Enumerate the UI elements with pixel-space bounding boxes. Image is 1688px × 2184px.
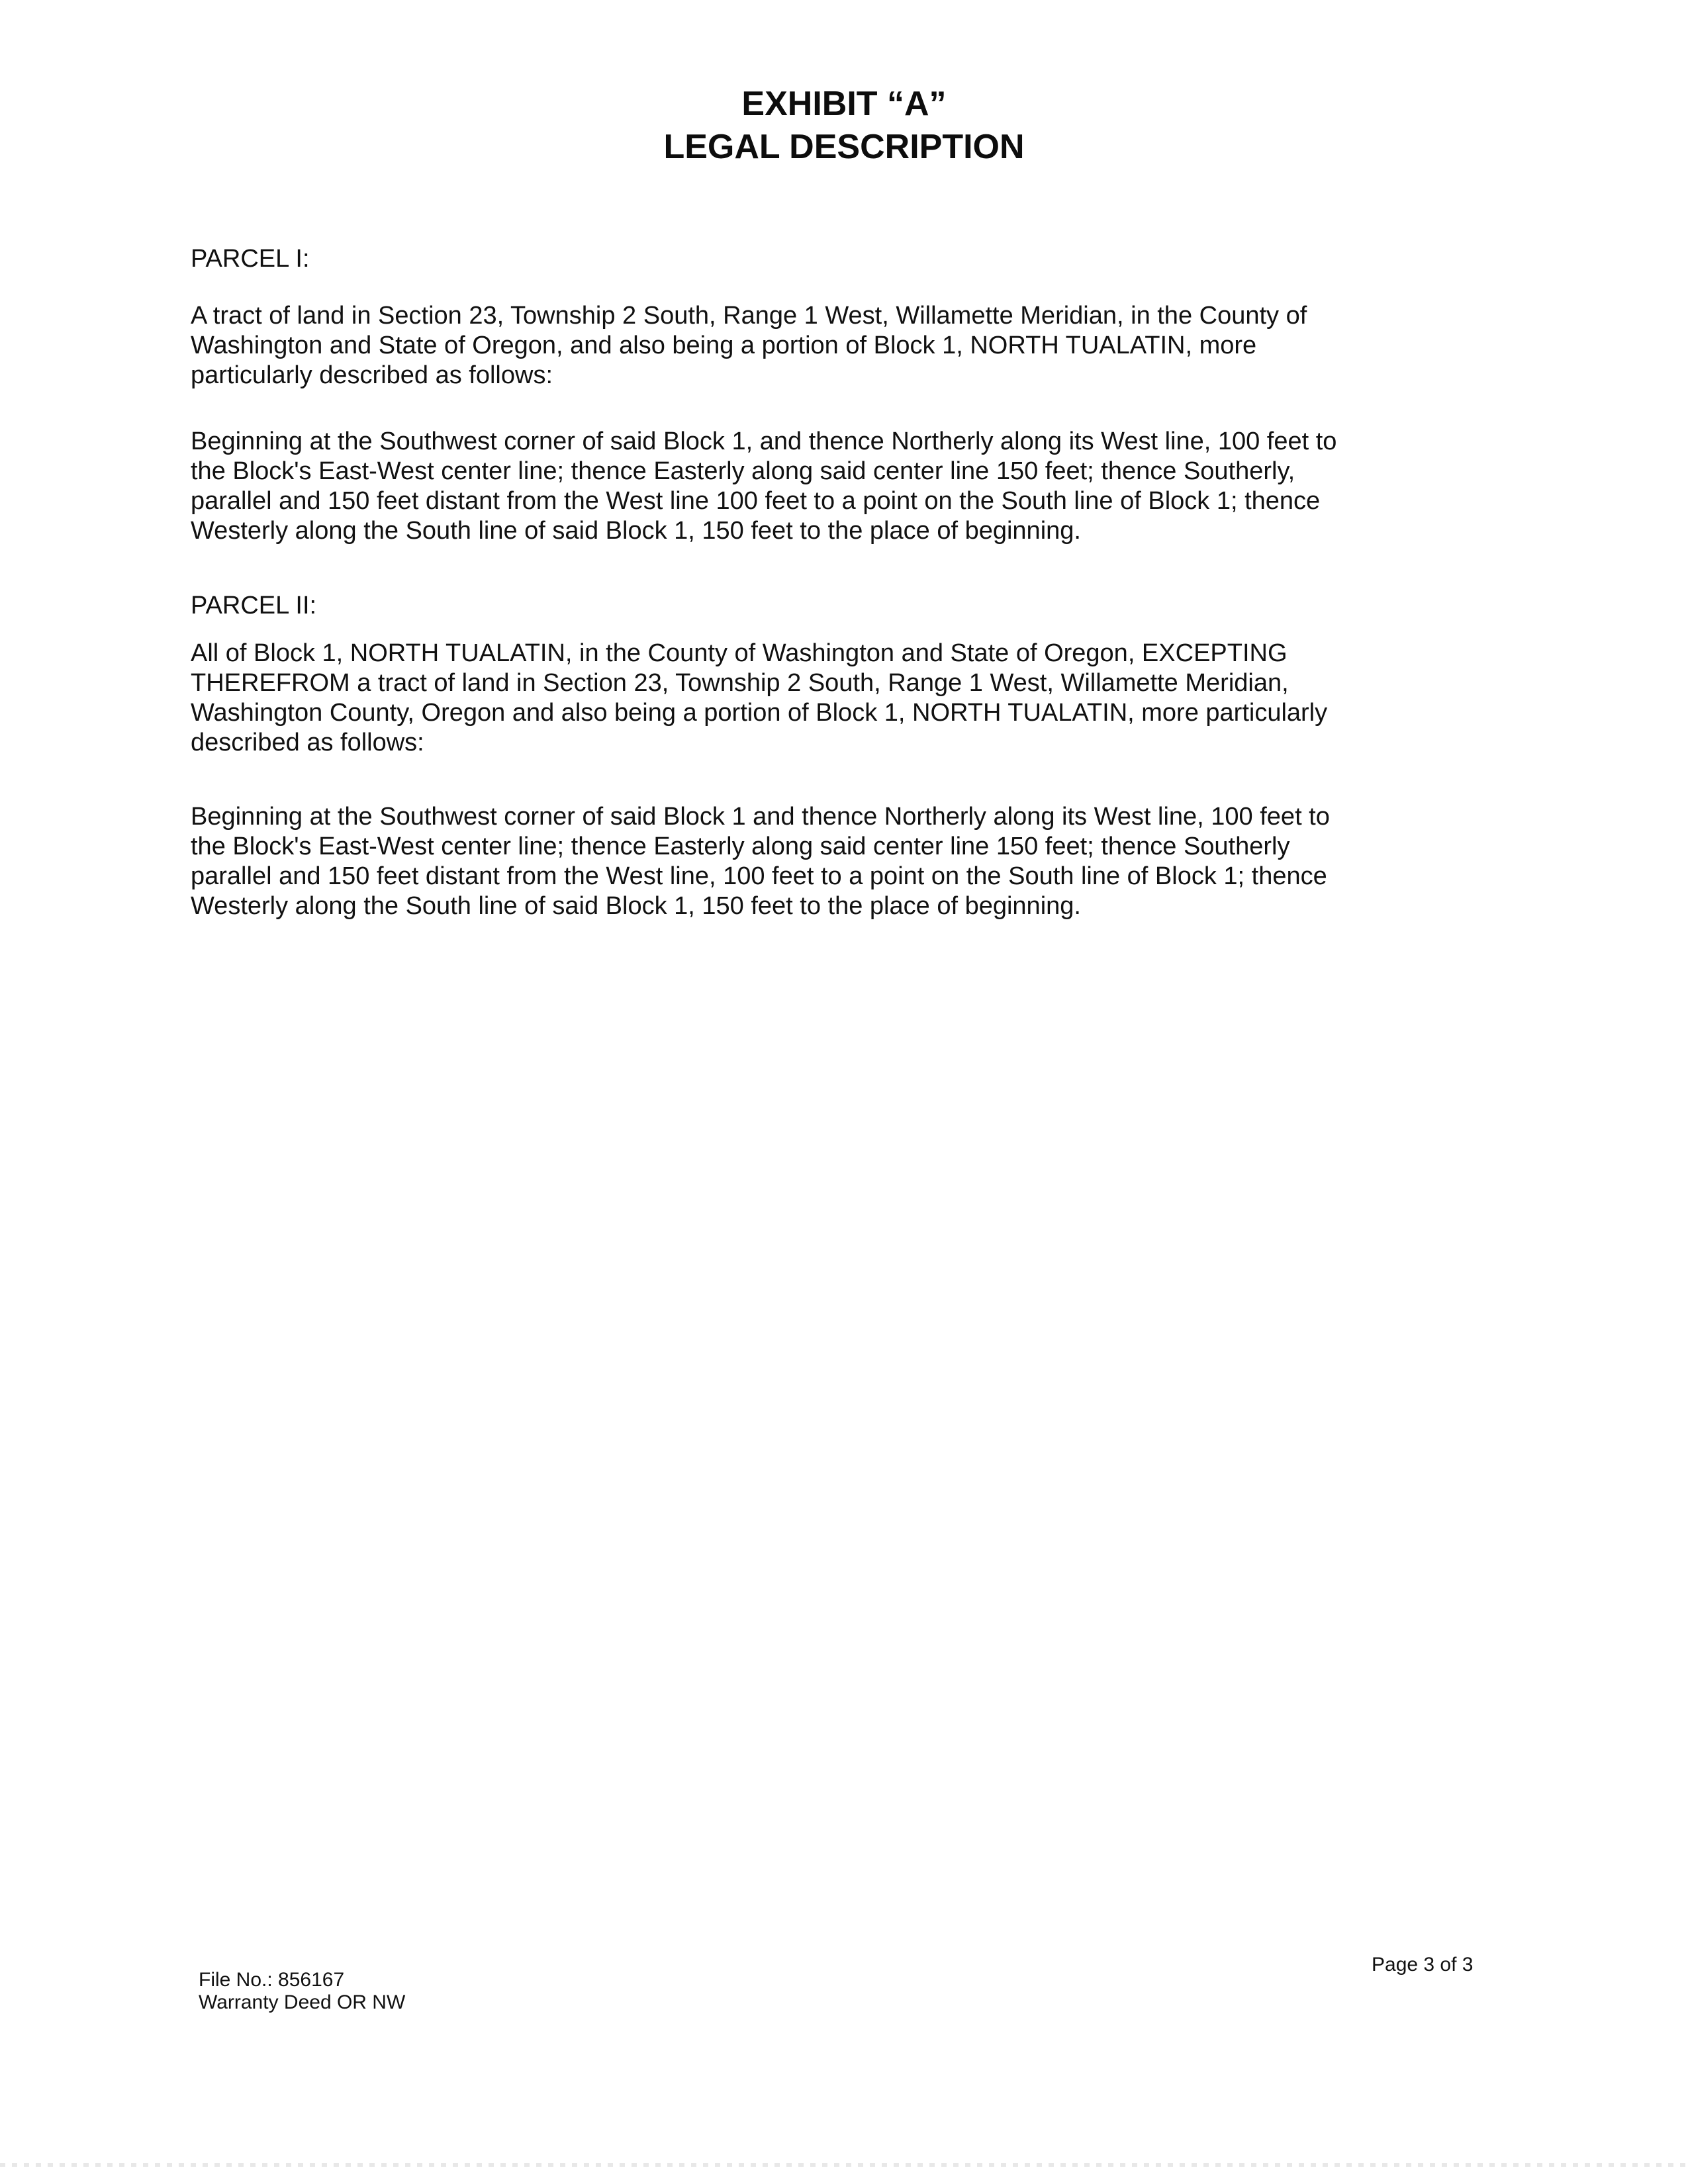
- parcel-1-description-line: Beginning at the Southwest corner of said Block 1, and thence Northerly along its West line, 100 feet to: [191, 428, 1337, 455]
- parcel-2-description-line: the Block's East-West center line; thence Easterly along said center line 150 feet; thence Southerly: [191, 833, 1290, 860]
- parcel-1-intro-line: A tract of land in Section 23, Township 2 South, Range 1 West, Willamette Meridian, in the County of: [191, 302, 1307, 330]
- file-number: File No.: 856167: [199, 1969, 345, 1991]
- parcel-1-description-line: Westerly along the South line of said Block 1, 150 feet to the place of beginning.: [191, 517, 1081, 545]
- parcel-2-intro-line: THEREFROM a tract of land in Section 23, Township 2 South, Range 1 West, Willamette Meridian,: [191, 669, 1289, 697]
- exhibit-title: EXHIBIT “A”: [741, 85, 947, 123]
- parcel-2-intro: [191, 639, 1448, 758]
- parcel-2-intro-line: described as follows:: [191, 729, 424, 756]
- page-number: Page 3 of 3: [1372, 1954, 1474, 1976]
- legal-description-title: LEGAL DESCRIPTION: [663, 128, 1025, 166]
- parcel-2-description: [191, 802, 1448, 921]
- parcel-2-description-line: Westerly along the South line of said Block 1, 150 feet to the place of beginning.: [191, 892, 1081, 920]
- parcel-1-description: [191, 427, 1448, 546]
- parcel-1-intro-line: particularly described as follows:: [191, 361, 553, 389]
- parcel-2-description-line: parallel and 150 feet distant from the West line, 100 feet to a point on the South line of Block 1; thence: [191, 862, 1327, 890]
- parcel-1-description-line: parallel and 150 feet distant from the West line 100 feet to a point on the South line of Block 1; thence: [191, 487, 1321, 515]
- parcel-2-intro-line: All of Block 1, NORTH TUALATIN, in the County of Washington and State of Oregon, EXCEPTING: [191, 639, 1288, 667]
- parcel-1-intro: [191, 301, 1448, 390]
- parcel-2-description-line: Beginning at the Southwest corner of said Block 1 and thence Northerly along its West line, 100 feet to: [191, 803, 1330, 831]
- parcel-2-label: PARCEL II:: [191, 592, 317, 619]
- scan-edge-artifact: [0, 2163, 1688, 2167]
- document-type: Warranty Deed OR NW: [199, 1991, 406, 2013]
- file-info: [199, 1969, 405, 2014]
- parcel-1-label: PARCEL I:: [191, 245, 310, 273]
- parcel-1-description-line: the Block's East-West center line; thence Easterly along said center line 150 feet; thence Southerly,: [191, 457, 1295, 485]
- parcel-2-intro-line: Washington County, Oregon and also being a portion of Block 1, NORTH TUALATIN, more particularly: [191, 699, 1328, 727]
- parcel-1-intro-line: Washington and State of Oregon, and also being a portion of Block 1, NORTH TUALATIN, more: [191, 332, 1257, 359]
